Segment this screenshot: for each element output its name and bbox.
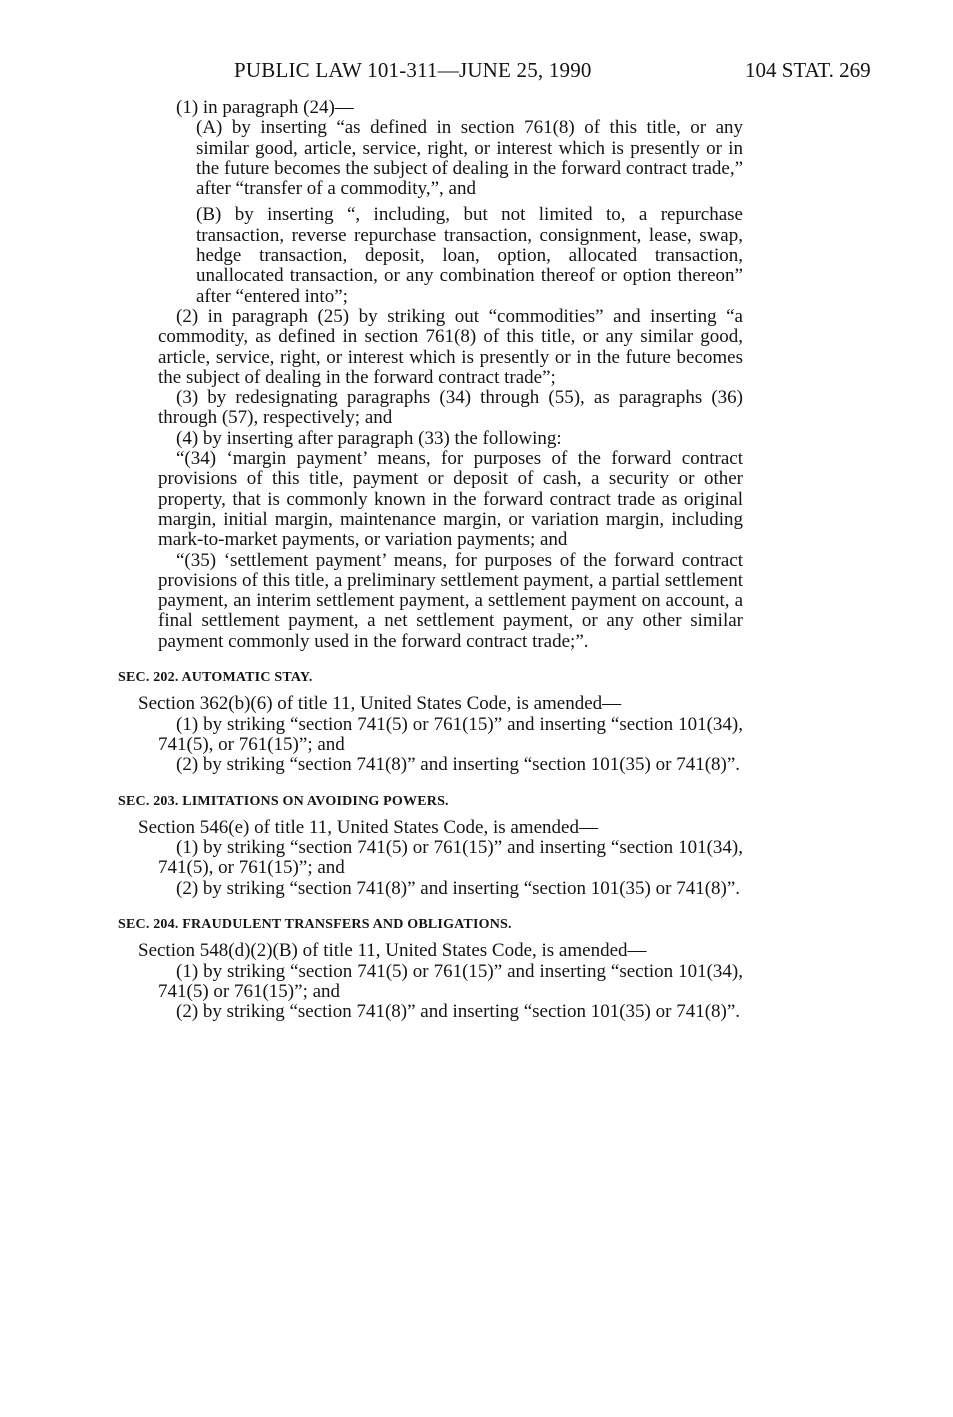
- definition-34-margin-payment: “(34) ‘margin payment’ means, for purposes of the forward contract provisions of this title, payment or deposit of cash, a security or other property, that is commonly known in the forward contract trade as original margin, initial margin, maintenance margin, or variation margin, including mark-to-market payments, or variation payments; and: [158, 448, 743, 551]
- paragraph-1: (1) in paragraph (24)—: [176, 97, 354, 118]
- section-204-heading: SEC. 204. FRAUDULENT TRANSFERS AND OBLIGATIONS.: [118, 916, 512, 932]
- paragraph-3: (3) by redesignating paragraphs (34) through (55), as paragraphs (36) through (57), respectively; and: [158, 387, 743, 429]
- section-203-item-1: (1) by striking “section 741(5) or 761(15)” and inserting “section 101(34), 741(5), or 761(15)”; and: [158, 837, 743, 879]
- section-203-intro: Section 546(e) of title 11, United States Code, is amended—: [138, 816, 598, 838]
- section-202-item-1: (1) by striking “section 741(5) or 761(15)” and inserting “section 101(34), 741(5), or 761(15)”; and: [158, 713, 743, 755]
- running-header-title: PUBLIC LAW 101-311—JUNE 25, 1990: [234, 58, 592, 82]
- paragraph-2: (2) in paragraph (25) by striking out “commodities” and inserting “a commodity, as defined in section 761(8) of this title, or any similar good, article, service, right, or interest which is presently or in the future becomes the subject of dealing in the forward contract trade”;: [158, 305, 743, 388]
- section-202-item-2: (2) by striking “section 741(8)” and inserting “section 101(35) or 741(8)”.: [176, 754, 741, 776]
- body-text: [118, 97, 743, 1023]
- section-202-heading: SEC. 202. AUTOMATIC STAY.: [118, 670, 313, 686]
- paragraph-1-b: (B) by inserting “, including, but not limited to, a repurchase transaction, reverse repurchase transaction, consignment, lease, swap, hedge transaction, deposit, loan, option, allocated transaction, unallocated transaction, or any combination thereof or option thereon” after “entered into”;: [196, 204, 743, 307]
- definition-35-settlement-payment: “(35) ‘settlement payment’ means, for purposes of the forward contract provisions of this title, a preliminary settlement payment, a partial settlement payment, an interim settlement payment, a settlement payment on account, a final settlement payment, a net settlement payment, or any other similar payment commonly used in the forward contract trade;”.: [158, 549, 743, 652]
- section-204-intro: Section 548(d)(2)(B) of title 11, United States Code, is amended—: [138, 940, 647, 962]
- section-204-item-2: (2) by striking “section 741(8)” and inserting “section 101(35) or 741(8)”.: [176, 1001, 741, 1023]
- running-header-stat-page: 104 STAT. 269: [745, 58, 871, 82]
- section-203-item-2: (2) by striking “section 741(8)” and inserting “section 101(35) or 741(8)”.: [176, 877, 741, 899]
- paragraph-4: (4) by inserting after paragraph (33) the following:: [176, 427, 562, 449]
- section-202-intro: Section 362(b)(6) of title 11, United States Code, is amended—: [138, 693, 622, 715]
- paragraph-1-a: (A) by inserting “as defined in section 761(8) of this title, or any similar good, article, service, right, or interest which is presently or in the future becomes the subject of dealing in the forward contract trade,” after “transfer of a commodity,”, and: [196, 117, 743, 200]
- section-203-heading: SEC. 203. LIMITATIONS ON AVOIDING POWERS.: [118, 793, 449, 809]
- section-204-item-1: (1) by striking “section 741(5) or 761(15)” and inserting “section 101(34), 741(5) or 761(15)”; and: [158, 960, 743, 1002]
